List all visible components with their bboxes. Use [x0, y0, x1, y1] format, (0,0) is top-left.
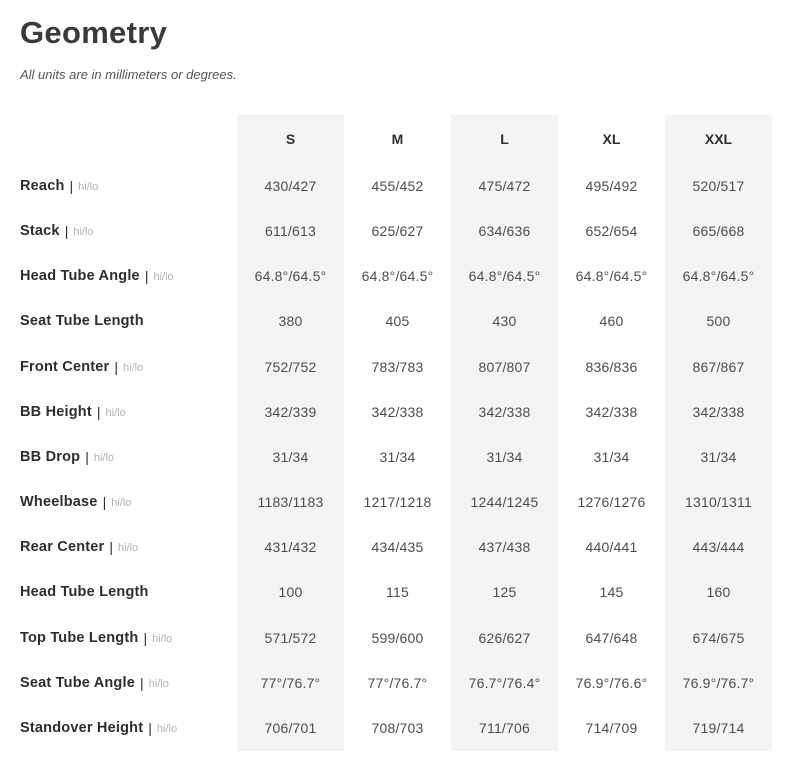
spec-value-cell: 434/435: [371, 539, 424, 556]
spec-value-cell: 405: [385, 313, 410, 330]
spec-value-cell: 1276/1276: [577, 494, 646, 511]
spec-value-cell: 807/807: [451, 344, 558, 389]
spec-value-cell: 31/34: [451, 434, 558, 479]
spec-label-hilo-suffix: hi/lo: [78, 180, 99, 193]
spec-value-cell: 437/438: [451, 525, 558, 570]
spec-value-cell: 500: [665, 299, 772, 344]
spec-value-cell: 31/34: [665, 434, 772, 479]
spec-label-hilo-suffix: hi/lo: [73, 225, 94, 238]
spec-value-cell: 475/472: [451, 163, 558, 208]
spec-value-cell: 76.9°/76.7°: [665, 660, 772, 705]
spec-value-cell: 342/338: [585, 403, 638, 420]
spec-label-hilo-suffix: hi/lo: [123, 361, 144, 374]
spec-label-hilo-suffix: hi/lo: [93, 451, 115, 464]
spec-row-label: [20, 344, 237, 389]
spec-label-separator: |: [148, 720, 152, 737]
spec-value-cell: 634/636: [451, 208, 558, 253]
spec-value-cell: 1183/1183: [237, 480, 344, 525]
spec-label-hilo-suffix: hi/lo: [105, 406, 126, 419]
spec-value-cell: 706/701: [237, 705, 344, 750]
size-column-header: XL: [602, 131, 621, 148]
spec-value-cell: 64.8°/64.5°: [665, 254, 772, 299]
spec-value-cell: 342/338: [451, 389, 558, 434]
spec-value-cell: 460: [599, 313, 624, 330]
spec-value-cell: 1244/1245: [451, 480, 558, 525]
spec-label-text: Head Tube Angle: [20, 268, 140, 285]
page-subtitle: All units are in millimeters or degrees.: [20, 67, 237, 83]
page-title: Geometry: [20, 15, 168, 50]
spec-label-text: Stack: [20, 222, 60, 239]
spec-label-hilo-suffix: hi/lo: [156, 723, 178, 736]
spec-row-label: [20, 480, 237, 525]
spec-value-cell: 752/752: [237, 344, 344, 389]
spec-value-cell: 708/703: [371, 720, 424, 737]
spec-value-cell: 1310/1311: [665, 480, 772, 525]
spec-label-text: Rear Center: [20, 539, 105, 556]
spec-value-cell: 64.8°/64.5°: [237, 254, 344, 299]
spec-label-separator: |: [109, 539, 114, 556]
spec-value-cell: 64.8°/64.5°: [451, 254, 558, 299]
spec-value-cell: 443/444: [665, 525, 772, 570]
spec-value-cell: 867/867: [665, 344, 772, 389]
spec-label-separator: |: [114, 358, 119, 375]
spec-row-label: [20, 254, 237, 299]
spec-value-cell: 599/600: [371, 629, 424, 646]
spec-label-separator: |: [85, 448, 89, 465]
spec-value-cell: 626/627: [451, 615, 558, 660]
spec-label-text: Front Center: [20, 358, 110, 375]
spec-row-label: [20, 208, 237, 253]
spec-value-cell: 611/613: [237, 208, 344, 253]
spec-value-cell: 31/34: [593, 448, 630, 465]
spec-value-cell: 342/338: [371, 403, 424, 420]
spec-value-cell: 652/654: [585, 222, 638, 239]
spec-value-cell: 100: [237, 570, 344, 615]
spec-row-label: [20, 660, 237, 705]
spec-label-hilo-suffix: hi/lo: [111, 497, 132, 510]
spec-value-cell: 836/836: [585, 358, 638, 375]
spec-row-label: [20, 525, 237, 570]
spec-value-cell: 665/668: [665, 208, 772, 253]
spec-label-separator: |: [64, 222, 69, 239]
table-corner-cell: [20, 115, 237, 163]
spec-row-label: [20, 299, 237, 344]
spec-label-separator: |: [143, 629, 148, 646]
spec-value-cell: 625/627: [371, 222, 424, 239]
spec-value-cell: 76.7°/76.4°: [451, 660, 558, 705]
spec-value-cell: 520/517: [665, 163, 772, 208]
spec-value-cell: 160: [665, 570, 772, 615]
spec-value-cell: 342/339: [237, 389, 344, 434]
spec-value-cell: 1217/1218: [363, 494, 432, 511]
spec-value-cell: 64.8°/64.5°: [361, 268, 434, 285]
spec-row-label: [20, 434, 237, 479]
spec-row-label: [20, 389, 237, 434]
spec-label-separator: |: [140, 674, 144, 691]
spec-value-cell: 77°/76.7°: [367, 674, 428, 691]
spec-value-cell: 571/572: [237, 615, 344, 660]
spec-label-separator: |: [69, 177, 74, 194]
spec-value-cell: 115: [386, 584, 409, 601]
spec-row-label: [20, 615, 237, 660]
spec-value-cell: 380: [237, 299, 344, 344]
spec-value-cell: 719/714: [665, 705, 772, 750]
spec-label-text: BB Drop: [20, 448, 81, 465]
spec-label-hilo-suffix: hi/lo: [153, 271, 174, 284]
spec-label-hilo-suffix: hi/lo: [118, 542, 139, 555]
spec-value-cell: 342/338: [665, 389, 772, 434]
spec-value-cell: 77°/76.7°: [237, 660, 344, 705]
spec-label-text: Reach: [20, 177, 65, 194]
spec-value-cell: 64.8°/64.5°: [575, 268, 648, 285]
geometry-table: [20, 115, 772, 750]
size-column-header: S: [237, 115, 344, 163]
spec-value-cell: 711/706: [451, 705, 558, 750]
spec-label-text: Wheelbase: [20, 494, 98, 511]
spec-value-cell: 714/709: [585, 720, 638, 737]
spec-value-cell: 430/427: [237, 163, 344, 208]
spec-value-cell: 125: [451, 570, 558, 615]
spec-value-cell: 647/648: [585, 629, 638, 646]
spec-label-separator: |: [96, 403, 101, 420]
spec-label-hilo-suffix: hi/lo: [152, 632, 173, 645]
spec-value-cell: 76.9°/76.6°: [575, 674, 648, 691]
spec-label-separator: |: [144, 268, 149, 285]
spec-label-hilo-suffix: hi/lo: [148, 677, 169, 690]
spec-label-text: Top Tube Length: [20, 629, 139, 646]
spec-label-text: Standover Height: [20, 720, 144, 737]
spec-label-text: Seat Tube Length: [20, 313, 144, 330]
spec-label-text: BB Height: [20, 403, 92, 420]
size-column-header: M: [391, 131, 404, 148]
spec-row-label: [20, 163, 237, 208]
spec-label-separator: |: [102, 494, 107, 511]
spec-value-cell: 783/783: [371, 358, 424, 375]
spec-row-label: [20, 705, 237, 750]
spec-label-text: Seat Tube Angle: [20, 674, 135, 691]
spec-value-cell: 31/34: [379, 448, 416, 465]
spec-value-cell: 431/432: [237, 525, 344, 570]
spec-value-cell: 440/441: [585, 539, 638, 556]
size-column-header: XXL: [665, 115, 772, 163]
spec-row-label: [20, 570, 237, 615]
size-column-header: L: [451, 115, 558, 163]
spec-value-cell: 495/492: [585, 177, 638, 194]
spec-value-cell: 455/452: [371, 177, 424, 194]
spec-value-cell: 430: [451, 299, 558, 344]
spec-label-text: Head Tube Length: [20, 584, 149, 601]
spec-value-cell: 31/34: [237, 434, 344, 479]
spec-value-cell: 674/675: [665, 615, 772, 660]
spec-value-cell: 145: [599, 584, 624, 601]
